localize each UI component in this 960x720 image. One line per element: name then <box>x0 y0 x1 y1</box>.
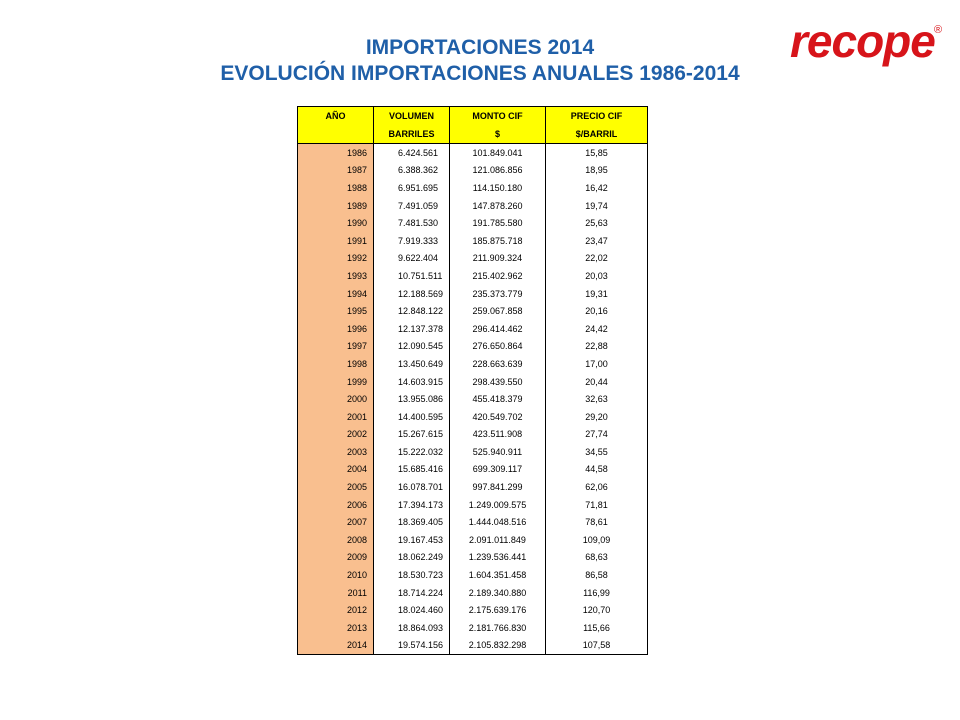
amount-cell: 1.444.048.516 <box>450 513 546 531</box>
table-row <box>298 531 648 549</box>
amount-cell: 298.439.550 <box>450 373 546 391</box>
table-row <box>298 162 648 180</box>
volume-cell: 6.424.561 <box>374 144 450 162</box>
amount-cell: 276.650.864 <box>450 338 546 356</box>
title-line-1: IMPORTACIONES 2014 <box>365 36 595 59</box>
price-cell: 120,70 <box>546 601 648 619</box>
volume-cell: 12.848.122 <box>374 302 450 320</box>
header-amount-unit: $ <box>450 125 546 144</box>
price-cell: 29,20 <box>546 408 648 426</box>
volume-cell: 12.090.545 <box>374 338 450 356</box>
price-cell: 22,02 <box>546 250 648 268</box>
volume-cell: 7.919.333 <box>374 232 450 250</box>
price-cell: 20,03 <box>546 267 648 285</box>
amount-cell: 423.511.908 <box>450 426 546 444</box>
volume-cell: 15.222.032 <box>374 443 450 461</box>
price-cell: 32,63 <box>546 390 648 408</box>
volume-cell: 18.714.224 <box>374 584 450 602</box>
price-cell: 16,42 <box>546 179 648 197</box>
year-cell: 1988 <box>298 179 374 197</box>
volume-cell: 19.167.453 <box>374 531 450 549</box>
volume-cell: 12.188.569 <box>374 285 450 303</box>
year-cell: 2004 <box>298 461 374 479</box>
price-cell: 23,47 <box>546 232 648 250</box>
year-cell: 2013 <box>298 619 374 637</box>
volume-cell: 7.491.059 <box>374 197 450 215</box>
volume-cell: 18.530.723 <box>374 566 450 584</box>
title-line-2: EVOLUCIÓN IMPORTACIONES ANUALES 1986-2014 <box>220 62 740 85</box>
table-row <box>298 478 648 496</box>
header-price-unit: $/BARRIL <box>546 125 648 144</box>
amount-cell: 185.875.718 <box>450 232 546 250</box>
table-row <box>298 637 648 655</box>
header-volume-unit: BARRILES <box>374 125 450 144</box>
table-row <box>298 408 648 426</box>
table-row <box>298 320 648 338</box>
amount-cell: 2.181.766.830 <box>450 619 546 637</box>
volume-cell: 14.400.595 <box>374 408 450 426</box>
amount-cell: 420.549.702 <box>450 408 546 426</box>
year-cell: 2000 <box>298 390 374 408</box>
imports-table <box>297 106 648 655</box>
header-price: PRECIO CIF <box>546 107 648 126</box>
header-year-unit <box>298 125 374 144</box>
year-cell: 2006 <box>298 496 374 514</box>
volume-cell: 6.951.695 <box>374 179 450 197</box>
logo-text: recope <box>790 15 935 67</box>
header-row-1 <box>298 107 648 126</box>
amount-cell: 121.086.856 <box>450 162 546 180</box>
price-cell: 107,58 <box>546 637 648 655</box>
amount-cell: 1.249.009.575 <box>450 496 546 514</box>
volume-cell: 18.369.405 <box>374 513 450 531</box>
price-cell: 15,85 <box>546 144 648 162</box>
price-cell: 17,00 <box>546 355 648 373</box>
volume-cell: 13.450.649 <box>374 355 450 373</box>
price-cell: 62,06 <box>546 478 648 496</box>
table-row <box>298 513 648 531</box>
price-cell: 20,44 <box>546 373 648 391</box>
year-cell: 2002 <box>298 426 374 444</box>
year-cell: 2008 <box>298 531 374 549</box>
price-cell: 68,63 <box>546 549 648 567</box>
price-cell: 115,66 <box>546 619 648 637</box>
year-cell: 2010 <box>298 566 374 584</box>
table-row <box>298 144 648 162</box>
year-cell: 1991 <box>298 232 374 250</box>
table-row <box>298 549 648 567</box>
table-row <box>298 390 648 408</box>
year-cell: 2005 <box>298 478 374 496</box>
amount-cell: 2.175.639.176 <box>450 601 546 619</box>
amount-cell: 228.663.639 <box>450 355 546 373</box>
price-cell: 24,42 <box>546 320 648 338</box>
price-cell: 19,74 <box>546 197 648 215</box>
amount-cell: 101.849.041 <box>450 144 546 162</box>
header-volume: VOLUMEN <box>374 107 450 126</box>
amount-cell: 2.189.340.880 <box>450 584 546 602</box>
amount-cell: 997.841.299 <box>450 478 546 496</box>
year-cell: 1995 <box>298 302 374 320</box>
volume-cell: 15.685.416 <box>374 461 450 479</box>
registered-mark: ® <box>934 24 943 36</box>
table-row <box>298 214 648 232</box>
year-cell: 2009 <box>298 549 374 567</box>
price-cell: 109,09 <box>546 531 648 549</box>
volume-cell: 7.481.530 <box>374 214 450 232</box>
table-row <box>298 250 648 268</box>
recope-logo <box>790 15 943 67</box>
year-cell: 1987 <box>298 162 374 180</box>
amount-cell: 211.909.324 <box>450 250 546 268</box>
table-row <box>298 566 648 584</box>
table-row <box>298 355 648 373</box>
year-cell: 1986 <box>298 144 374 162</box>
table-row <box>298 179 648 197</box>
table-row <box>298 619 648 637</box>
amount-cell: 114.150.180 <box>450 179 546 197</box>
year-cell: 1994 <box>298 285 374 303</box>
table-row <box>298 443 648 461</box>
price-cell: 116,99 <box>546 584 648 602</box>
table-row <box>298 302 648 320</box>
year-cell: 1996 <box>298 320 374 338</box>
year-cell: 1993 <box>298 267 374 285</box>
year-cell: 1998 <box>298 355 374 373</box>
header-row-2 <box>298 125 648 144</box>
table-row <box>298 426 648 444</box>
volume-cell: 10.751.511 <box>374 267 450 285</box>
amount-cell: 296.414.462 <box>450 320 546 338</box>
amount-cell: 699.309.117 <box>450 461 546 479</box>
volume-cell: 15.267.615 <box>374 426 450 444</box>
table-row <box>298 584 648 602</box>
table-row <box>298 232 648 250</box>
header-amount: MONTO CIF <box>450 107 546 126</box>
price-cell: 27,74 <box>546 426 648 444</box>
amount-cell: 525.940.911 <box>450 443 546 461</box>
amount-cell: 235.373.779 <box>450 285 546 303</box>
table-row <box>298 338 648 356</box>
amount-cell: 147.878.260 <box>450 197 546 215</box>
price-cell: 44,58 <box>546 461 648 479</box>
table-row <box>298 461 648 479</box>
price-cell: 18,95 <box>546 162 648 180</box>
amount-cell: 259.067.858 <box>450 302 546 320</box>
table-row <box>298 496 648 514</box>
table-row <box>298 267 648 285</box>
table-row <box>298 197 648 215</box>
volume-cell: 6.388.362 <box>374 162 450 180</box>
price-cell: 19,31 <box>546 285 648 303</box>
year-cell: 2001 <box>298 408 374 426</box>
amount-cell: 455.418.379 <box>450 390 546 408</box>
volume-cell: 9.622.404 <box>374 250 450 268</box>
amount-cell: 1.604.351.458 <box>450 566 546 584</box>
year-cell: 2003 <box>298 443 374 461</box>
volume-cell: 16.078.701 <box>374 478 450 496</box>
volume-cell: 18.024.460 <box>374 601 450 619</box>
table-row <box>298 601 648 619</box>
volume-cell: 13.955.086 <box>374 390 450 408</box>
header-year: AÑO <box>298 107 374 126</box>
volume-cell: 17.394.173 <box>374 496 450 514</box>
amount-cell: 2.091.011.849 <box>450 531 546 549</box>
year-cell: 1997 <box>298 338 374 356</box>
price-cell: 25,63 <box>546 214 648 232</box>
year-cell: 2011 <box>298 584 374 602</box>
volume-cell: 18.864.093 <box>374 619 450 637</box>
price-cell: 71,81 <box>546 496 648 514</box>
price-cell: 20,16 <box>546 302 648 320</box>
year-cell: 2007 <box>298 513 374 531</box>
price-cell: 22,88 <box>546 338 648 356</box>
amount-cell: 215.402.962 <box>450 267 546 285</box>
volume-cell: 14.603.915 <box>374 373 450 391</box>
table-row <box>298 373 648 391</box>
price-cell: 86,58 <box>546 566 648 584</box>
year-cell: 2014 <box>298 637 374 655</box>
amount-cell: 1.239.536.441 <box>450 549 546 567</box>
volume-cell: 18.062.249 <box>374 549 450 567</box>
year-cell: 1992 <box>298 250 374 268</box>
price-cell: 78,61 <box>546 513 648 531</box>
amount-cell: 2.105.832.298 <box>450 637 546 655</box>
amount-cell: 191.785.580 <box>450 214 546 232</box>
year-cell: 1999 <box>298 373 374 391</box>
year-cell: 1990 <box>298 214 374 232</box>
volume-cell: 19.574.156 <box>374 637 450 655</box>
price-cell: 34,55 <box>546 443 648 461</box>
table-row <box>298 285 648 303</box>
volume-cell: 12.137.378 <box>374 320 450 338</box>
year-cell: 1989 <box>298 197 374 215</box>
year-cell: 2012 <box>298 601 374 619</box>
